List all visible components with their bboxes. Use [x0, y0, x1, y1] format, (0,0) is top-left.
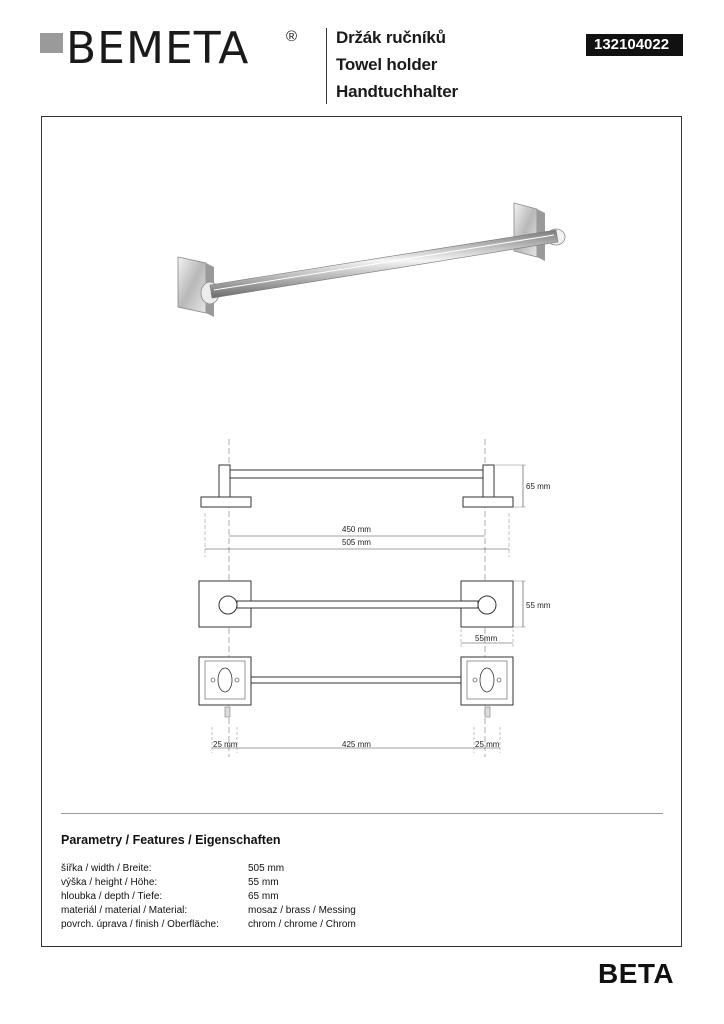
feature-value: 55 mm: [248, 877, 279, 888]
technical-drawing: [42, 117, 683, 777]
front-view: [199, 581, 513, 627]
logo-mark: [40, 33, 63, 53]
feature-label: šířka / width / Breite:: [61, 863, 152, 874]
title-german: Handtuchhalter: [336, 82, 458, 101]
title-english: Towel holder: [336, 55, 438, 74]
feature-value: chrom / chrome / Chrom: [248, 919, 356, 930]
mounting-view: [199, 657, 513, 717]
product-code: 132104022: [586, 34, 683, 56]
dim-mount-span: 425 mm: [342, 740, 371, 749]
feature-label: výška / height / Höhe:: [61, 877, 158, 888]
feature-value: 65 mm: [248, 891, 279, 902]
title-czech: Držák ručníků: [336, 28, 446, 47]
feature-row: [61, 863, 621, 877]
feature-row: [61, 919, 621, 933]
feature-row: [61, 905, 621, 919]
dim-edge-left: 25 mm: [213, 740, 238, 749]
dim-edge-right: 25 mm: [475, 740, 500, 749]
feature-row: [61, 891, 621, 905]
feature-label: povrch. úprava / finish / Oberfläche:: [61, 919, 219, 930]
feature-label: materiál / material / Material:: [61, 905, 188, 916]
side-view: [201, 465, 513, 507]
dim-span-center: 450 mm: [342, 525, 371, 534]
series-name: BETA: [598, 958, 675, 989]
dim-plate-height: 55 mm: [526, 601, 551, 610]
dim-span-total: 505 mm: [342, 538, 371, 547]
feature-row: [61, 877, 621, 891]
section-divider: [61, 813, 663, 814]
features-title: Parametry / Features / Eigenschaften: [61, 833, 281, 847]
feature-value: 505 mm: [248, 863, 285, 874]
registered-mark: ®: [286, 28, 298, 45]
content-frame: [41, 116, 682, 947]
feature-label: hloubka / depth / Tiefe:: [61, 891, 163, 902]
dim-plate-width: 55mm: [475, 634, 498, 643]
dim-height-side: 65 mm: [526, 482, 551, 491]
title-divider: [326, 28, 327, 104]
feature-value: mosaz / brass / Messing: [248, 905, 356, 916]
brand-logo: BEMETA: [66, 23, 250, 74]
